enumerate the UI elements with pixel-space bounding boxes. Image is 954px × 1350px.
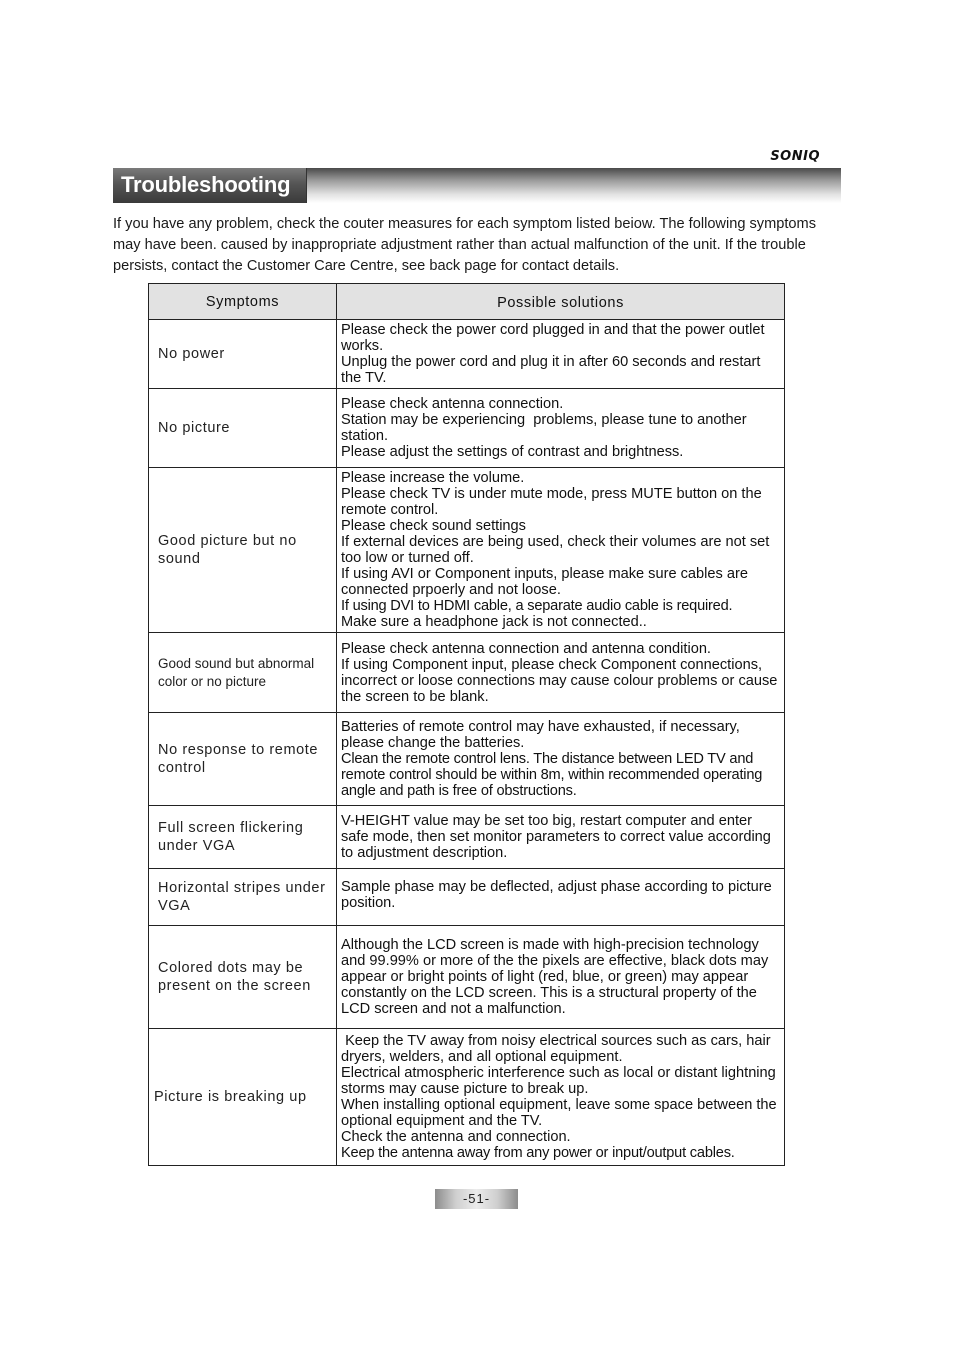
table-header-row xyxy=(149,284,785,320)
header-solutions: Possible solutions xyxy=(337,284,785,320)
table-row xyxy=(149,869,785,926)
solution-cell xyxy=(337,806,785,869)
solution-line: Please check TV is under mute mode, press MUTE button on the remote control. xyxy=(341,486,766,518)
page-title: Troubleshooting xyxy=(121,172,291,197)
table-row xyxy=(149,926,785,1029)
symptom-cell: Good sound but abnormal color or no picture xyxy=(149,633,337,713)
solution-line: Station may be experiencing problems, please tune to another station. xyxy=(341,412,751,444)
table-row xyxy=(149,806,785,869)
solution-cell xyxy=(337,869,785,926)
table-row xyxy=(149,320,785,389)
solution-line: When installing optional equipment, leave some space between the optional equipment and the TV. xyxy=(341,1097,781,1129)
brand-logo: SONIQ xyxy=(770,149,820,164)
solution-cell xyxy=(337,389,785,468)
solution-cell xyxy=(337,713,785,806)
solution-line: Clean the remote control lens. The distance between LED TV and remote control should be within 8m, within recommended operating angle and path is free of obstructions. xyxy=(341,751,767,799)
symptom-cell: Horizontal stripes under VGA xyxy=(149,869,337,926)
solution-line: Please check antenna connection and antenna condition. xyxy=(341,640,711,657)
solution-line: Electrical atmospheric interference such as local or distant lightning storms may cause picture to break up. xyxy=(341,1065,780,1097)
solution-cell xyxy=(337,320,785,389)
solution-line: If using DVI to HDMI cable, a separate audio cable is required. xyxy=(341,598,733,614)
symptom-cell: Good picture but no sound xyxy=(149,468,337,633)
troubleshooting-table xyxy=(148,283,785,1166)
solution-line: Sample phase may be deflected, adjust phase according to picture position. xyxy=(341,879,776,911)
solution-cell xyxy=(337,633,785,713)
solution-cell xyxy=(337,926,785,1029)
intro-paragraph: If you have any problem, check the couter measures for each symptom listed beiow. The following symptoms may have been. caused by inappropriate adjustment rather than actual malfunction of the unit. If the trouble persists, contact the Customer Care Centre, see back page for contact details. xyxy=(113,216,816,274)
table-row xyxy=(149,633,785,713)
solution-line: Make sure a headphone jack is not connected.. xyxy=(341,614,647,630)
solution-line: If using AVI or Component inputs, please make sure cables are connected prpoerly and not loose. xyxy=(341,566,753,598)
solution-cell xyxy=(337,1029,785,1166)
table-row xyxy=(149,468,785,633)
symptom-cell: Full screen flickering under VGA xyxy=(149,806,337,869)
solution-line: Keep the antenna away from any power or input/output cables. xyxy=(341,1145,735,1161)
page-number: -51- xyxy=(435,1189,518,1209)
solution-line: Unplug the power cord and plug it in after 60 seconds and restart the TV. xyxy=(341,354,765,386)
solution-line: Please increase the volume. xyxy=(341,470,525,486)
header-symptoms: Symptoms xyxy=(149,284,337,320)
solution-line: If using Component input, please check Component connections, incorrect or loose connections may cause colour problems or cause the screen to be blank. xyxy=(341,656,782,705)
symptom-cell: Picture is breaking up xyxy=(149,1029,337,1166)
symptom-cell: No response to remote control xyxy=(149,713,337,806)
table-row xyxy=(149,389,785,468)
table-row xyxy=(149,713,785,806)
solution-line: Please adjust the settings of contrast and brightness. xyxy=(341,444,684,460)
solution-line: Please check antenna connection. xyxy=(341,396,564,412)
symptom-cell: No picture xyxy=(149,389,337,468)
solution-cell xyxy=(337,468,785,633)
solution-line: Please check sound settings xyxy=(341,518,526,534)
symptom-cell: Colored dots may be present on the screen xyxy=(149,926,337,1029)
symptom-cell: No power xyxy=(149,320,337,389)
solution-line: Keep the TV away from noisy electrical sources such as cars, hair dryers, welders, and all optional equipment. xyxy=(341,1033,775,1065)
solution-line: Batteries of remote control may have exhausted, if necessary, please change the batteries. xyxy=(341,719,744,751)
solution-line: If external devices are being used, check their volumes are not set too low or turned off. xyxy=(341,534,774,566)
solution-line: Check the antenna and connection. xyxy=(341,1129,571,1145)
solution-line: Please check the power cord plugged in and that the power outlet works. xyxy=(341,322,769,354)
solution-line: Although the LCD screen is made with high-precision technology and 99.99% or more of the the pixels are effective, black dots may appear or bright points of light (red, blue, or green) may appear constantly on the LCD screen. This is a structural property of the LCD screen and not a malfunction. xyxy=(341,937,773,1017)
table-row xyxy=(149,1029,785,1166)
solution-line: V-HEIGHT value may be set too big, restart computer and enter safe mode, then set monitor parameters to correct value according to adjustment description. xyxy=(341,813,775,861)
